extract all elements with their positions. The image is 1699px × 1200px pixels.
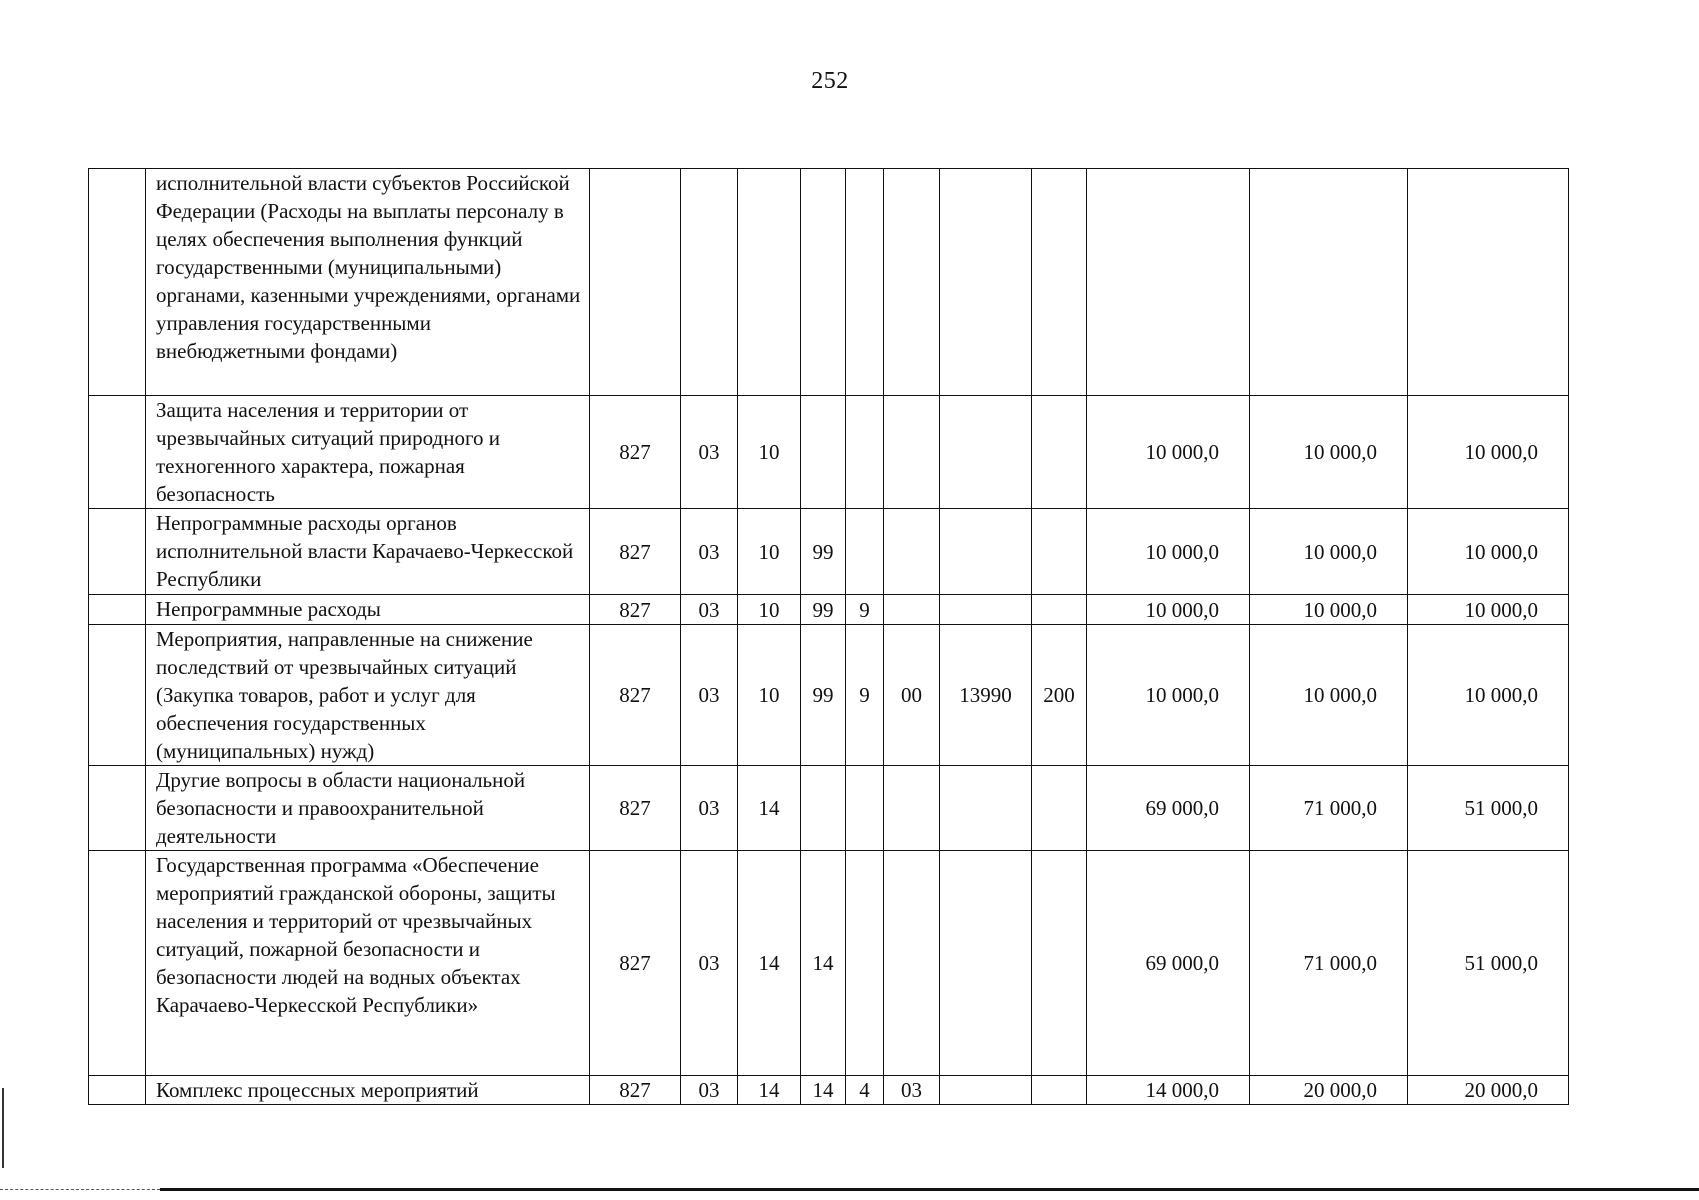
amount-year-3-cell (1408, 169, 1569, 396)
amount-year-1-cell: 69 000,0 (1087, 766, 1250, 851)
expense-type-cell (1032, 851, 1087, 1076)
section-code-cell: 03 (681, 625, 738, 766)
grbs-code-cell: 827 (590, 766, 681, 851)
amount-year-2-cell: 20 000,0 (1250, 1076, 1408, 1105)
target-article-direction-cell: 13990 (940, 625, 1032, 766)
amount-year-2-cell: 71 000,0 (1250, 851, 1408, 1076)
grbs-code-cell (590, 169, 681, 396)
target-article-subprogram-cell: 03 (884, 1076, 940, 1105)
expense-name-cell: Непрограммные расходы органов исполнительной власти Карачаево-Черкесской Республики (146, 509, 590, 595)
target-article-subprogram-cell (884, 766, 940, 851)
section-code-cell (681, 169, 738, 396)
table-row (89, 396, 1569, 509)
grbs-code-cell: 827 (590, 625, 681, 766)
subsection-code-cell: 10 (738, 595, 801, 625)
table-row (89, 766, 1569, 851)
amount-year-3-cell: 20 000,0 (1408, 1076, 1569, 1105)
target-article-type-cell: 9 (846, 595, 884, 625)
amount-year-3-cell: 10 000,0 (1408, 509, 1569, 595)
amount-year-3-cell: 10 000,0 (1408, 396, 1569, 509)
amount-year-3-cell: 10 000,0 (1408, 625, 1569, 766)
table-row (89, 851, 1569, 1076)
expense-type-cell: 200 (1032, 625, 1087, 766)
amount-year-2-cell: 10 000,0 (1250, 595, 1408, 625)
target-article-direction-cell (940, 509, 1032, 595)
target-article-program-cell: 14 (801, 1076, 846, 1105)
expense-name-cell: Непрограммные расходы (146, 595, 590, 625)
table-row (89, 625, 1569, 766)
section-code-cell: 03 (681, 396, 738, 509)
row-number-cell (89, 766, 146, 851)
target-article-program-cell: 14 (801, 851, 846, 1076)
scan-bottom-rule (160, 1188, 1699, 1191)
row-number-cell (89, 625, 146, 766)
target-article-program-cell (801, 766, 846, 851)
section-code-cell: 03 (681, 851, 738, 1076)
amount-year-3-cell: 51 000,0 (1408, 766, 1569, 851)
target-article-direction-cell (940, 169, 1032, 396)
table-row (89, 169, 1569, 396)
page-number: 252 (811, 68, 849, 94)
target-article-program-cell: 99 (801, 595, 846, 625)
expense-name-cell: Защита населения и территории от чрезвычайных ситуаций природного и техногенного характера, пожарная безопасность (146, 396, 590, 509)
expense-type-cell (1032, 396, 1087, 509)
subsection-code-cell: 14 (738, 851, 801, 1076)
amount-year-1-cell (1087, 169, 1250, 396)
target-article-subprogram-cell: 00 (884, 625, 940, 766)
amount-year-1-cell: 69 000,0 (1087, 851, 1250, 1076)
section-code-cell: 03 (681, 595, 738, 625)
amount-year-2-cell: 71 000,0 (1250, 766, 1408, 851)
target-article-subprogram-cell (884, 169, 940, 396)
expense-type-cell (1032, 595, 1087, 625)
expense-name-cell: Мероприятия, направленные на снижение последствий от чрезвычайных ситуаций (Закупка товаров, работ и услуг для обеспечения государственных (муниципальных) нужд) (146, 625, 590, 766)
row-number-cell (89, 595, 146, 625)
target-article-type-cell (846, 169, 884, 396)
grbs-code-cell: 827 (590, 1076, 681, 1105)
grbs-code-cell: 827 (590, 509, 681, 595)
scan-margin-mark (2, 1088, 4, 1168)
subsection-code-cell (738, 169, 801, 396)
grbs-code-cell: 827 (590, 396, 681, 509)
section-code-cell: 03 (681, 766, 738, 851)
expense-name-cell: Комплекс процессных мероприятий (146, 1076, 590, 1105)
expense-type-cell (1032, 509, 1087, 595)
target-article-type-cell (846, 766, 884, 851)
target-article-direction-cell (940, 1076, 1032, 1105)
amount-year-1-cell: 10 000,0 (1087, 625, 1250, 766)
subsection-code-cell: 14 (738, 766, 801, 851)
expense-name-cell: Другие вопросы в области национальной безопасности и правоохранительной деятельности (146, 766, 590, 851)
budget-table (88, 168, 1569, 1105)
target-article-direction-cell (940, 766, 1032, 851)
amount-year-1-cell: 10 000,0 (1087, 595, 1250, 625)
row-number-cell (89, 851, 146, 1076)
amount-year-2-cell: 10 000,0 (1250, 396, 1408, 509)
row-number-cell (89, 1076, 146, 1105)
target-article-program-cell (801, 169, 846, 396)
amount-year-2-cell: 10 000,0 (1250, 509, 1408, 595)
target-article-direction-cell (940, 396, 1032, 509)
amount-year-1-cell: 10 000,0 (1087, 396, 1250, 509)
expense-name-cell: исполнительной власти субъектов Российской Федерации (Расходы на выплаты персоналу в целях обеспечения выполнения функций государственными (муниципальными) органами, казенными учреждениями, органами управления государственными внебюджетными фондами) (146, 169, 590, 396)
amount-year-3-cell: 51 000,0 (1408, 851, 1569, 1076)
row-number-cell (89, 169, 146, 396)
expense-type-cell (1032, 1076, 1087, 1105)
target-article-direction-cell (940, 851, 1032, 1076)
subsection-code-cell: 10 (738, 396, 801, 509)
amount-year-2-cell: 10 000,0 (1250, 625, 1408, 766)
expense-type-cell (1032, 169, 1087, 396)
target-article-type-cell (846, 851, 884, 1076)
expense-name-cell: Государственная программа «Обеспечение мероприятий гражданской обороны, защиты населения и территорий от чрезвычайных ситуаций, пожарной безопасности и безопасности людей на водных объектах Карачаево-Черкесской Республики» (146, 851, 590, 1076)
amount-year-1-cell: 14 000,0 (1087, 1076, 1250, 1105)
target-article-type-cell: 9 (846, 625, 884, 766)
subsection-code-cell: 14 (738, 1076, 801, 1105)
section-code-cell: 03 (681, 1076, 738, 1105)
grbs-code-cell: 827 (590, 595, 681, 625)
amount-year-2-cell (1250, 169, 1408, 396)
table-row (89, 1076, 1569, 1105)
target-article-program-cell (801, 396, 846, 509)
section-code-cell: 03 (681, 509, 738, 595)
target-article-program-cell: 99 (801, 509, 846, 595)
target-article-subprogram-cell (884, 509, 940, 595)
table-row (89, 509, 1569, 595)
scan-bottom-dashed-rule (0, 1189, 160, 1191)
target-article-program-cell: 99 (801, 625, 846, 766)
target-article-type-cell (846, 396, 884, 509)
target-article-type-cell: 4 (846, 1076, 884, 1105)
target-article-subprogram-cell (884, 851, 940, 1076)
row-number-cell (89, 509, 146, 595)
target-article-type-cell (846, 509, 884, 595)
grbs-code-cell: 827 (590, 851, 681, 1076)
table-row (89, 595, 1569, 625)
target-article-subprogram-cell (884, 396, 940, 509)
subsection-code-cell: 10 (738, 625, 801, 766)
target-article-direction-cell (940, 595, 1032, 625)
subsection-code-cell: 10 (738, 509, 801, 595)
target-article-subprogram-cell (884, 595, 940, 625)
amount-year-3-cell: 10 000,0 (1408, 595, 1569, 625)
amount-year-1-cell: 10 000,0 (1087, 509, 1250, 595)
expense-type-cell (1032, 766, 1087, 851)
row-number-cell (89, 396, 146, 509)
